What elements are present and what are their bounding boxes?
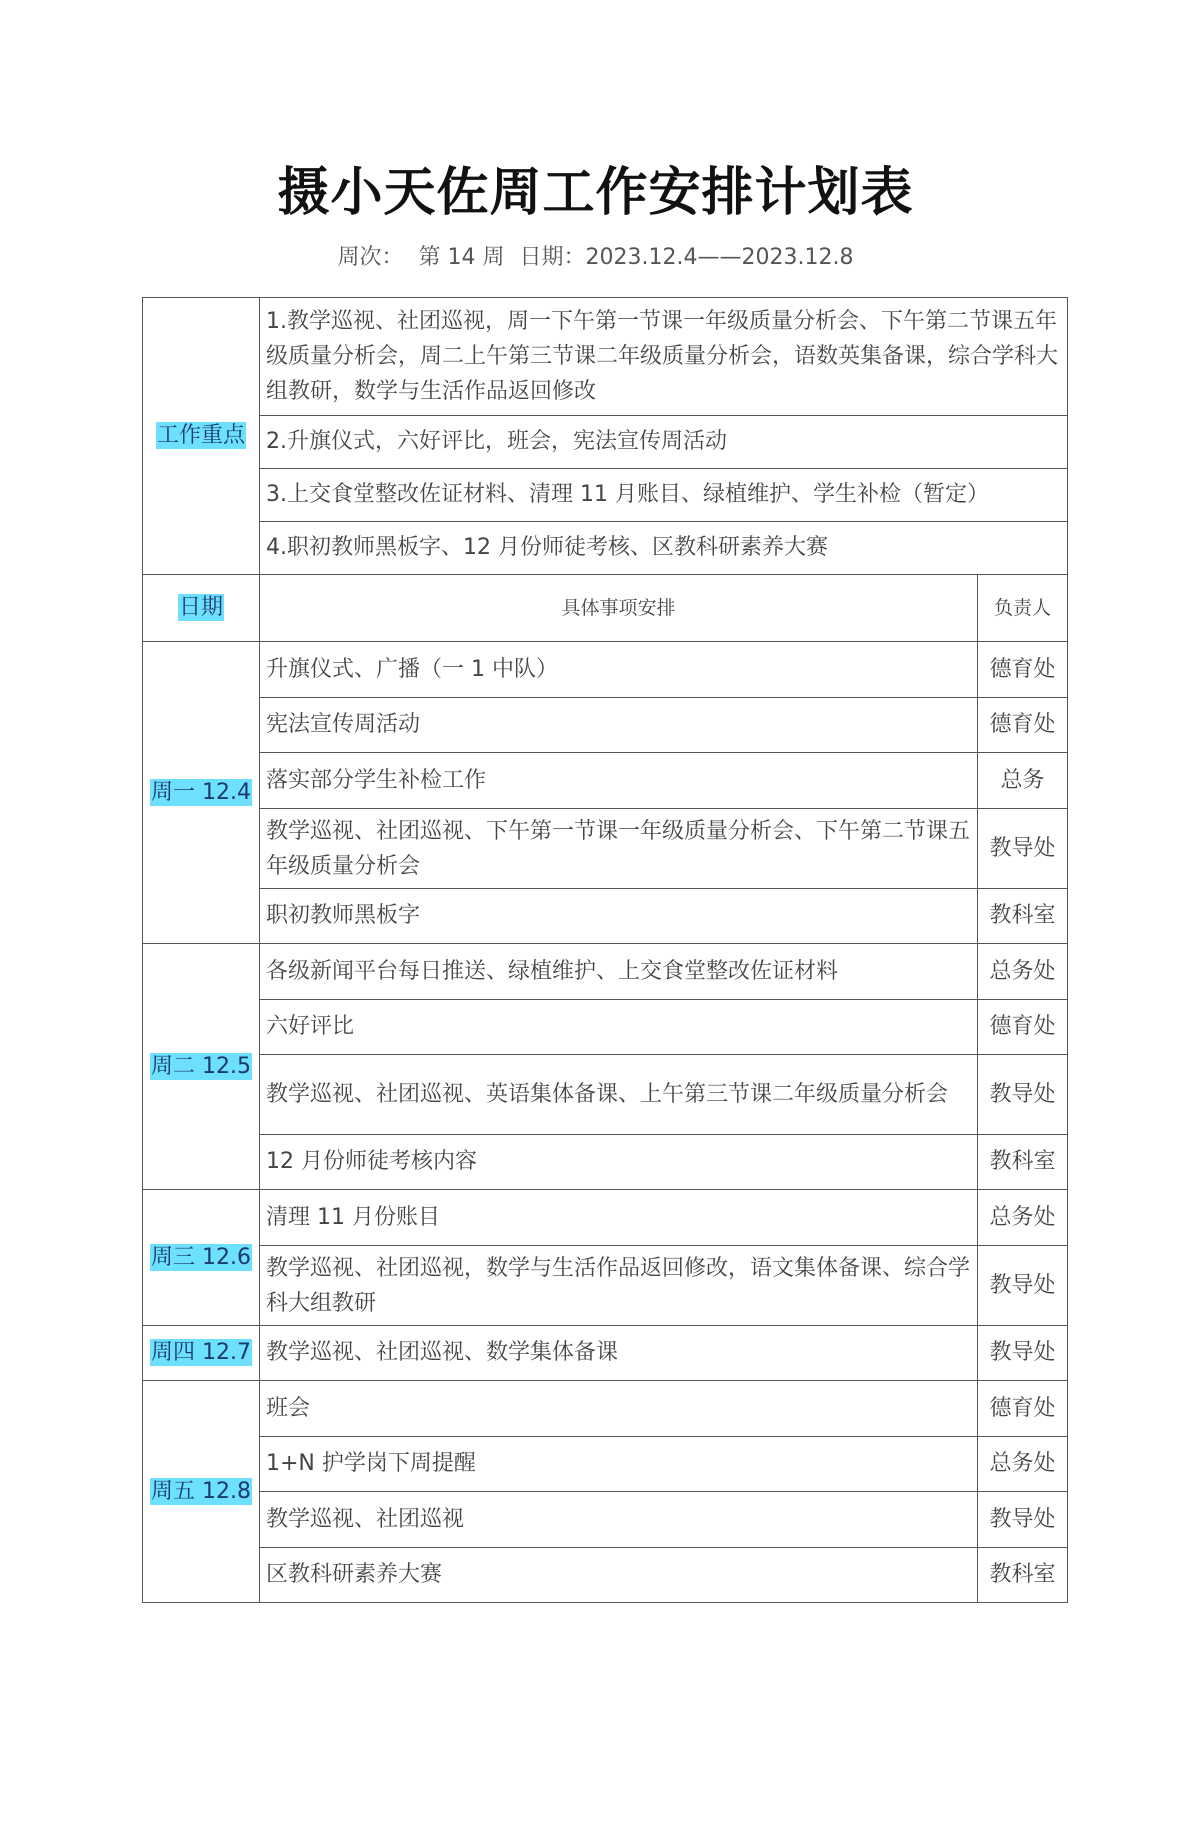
task-cell: 班会 — [260, 1381, 978, 1437]
task-cell: 职初教师黑板字 — [260, 889, 978, 944]
week-label: 周次： — [337, 245, 404, 270]
focus-item: 2.升旗仪式，六好评比，班会，宪法宣传周活动 — [260, 416, 1068, 469]
day-label-cell — [143, 1326, 260, 1381]
header-date: 日期 — [178, 595, 223, 620]
day-label: 周五 12.8 — [151, 1478, 251, 1504]
header-content: 具体事项安排 — [260, 575, 978, 642]
owner-cell: 教科室 — [978, 1135, 1068, 1190]
owner-cell: 德育处 — [978, 698, 1068, 753]
task-cell: 落实部分学生补检工作 — [260, 753, 978, 809]
owner-cell: 教导处 — [978, 1492, 1068, 1548]
owner-cell: 教导处 — [978, 1055, 1068, 1135]
owner-cell: 德育处 — [978, 1381, 1068, 1437]
task-cell: 区教科研素养大赛 — [260, 1548, 978, 1603]
day-label: 周一 12.4 — [151, 779, 251, 805]
day-label: 周二 12.5 — [151, 1053, 251, 1079]
task-cell: 教学巡视、社团巡视、数学集体备课 — [260, 1326, 978, 1381]
focus-item: 1.教学巡视、社团巡视，周一下午第一节课一年级质量分析会、下午第二节课五年级质量分析会，周二上午第三节课二年级质量分析会，语数英集备课，综合学科大组教研，数学与生活作品返回修改 — [260, 298, 1068, 416]
task-cell: 12 月份师徒考核内容 — [260, 1135, 978, 1190]
header-date-cell — [143, 575, 260, 642]
task-cell: 教学巡视、社团巡视 — [260, 1492, 978, 1548]
owner-cell: 教科室 — [978, 889, 1068, 944]
task-cell: 宪法宣传周活动 — [260, 698, 978, 753]
day-label-cell — [143, 1190, 260, 1326]
day-label: 周三 12.6 — [151, 1244, 251, 1270]
task-cell: 教学巡视、社团巡视，数学与生活作品返回修改，语文集体备课、综合学科大组教研 — [260, 1246, 978, 1326]
task-cell: 各级新闻平台每日推送、绿植维护、上交食堂整改佐证材料 — [260, 944, 978, 1000]
header-owner: 负责人 — [978, 575, 1068, 642]
owner-cell: 德育处 — [978, 642, 1068, 698]
owner-cell: 总务处 — [978, 1190, 1068, 1246]
task-cell: 升旗仪式、广播（一 1 中队） — [260, 642, 978, 698]
focus-item: 4.职初教师黑板字、12 月份师徒考核、区教科研素养大赛 — [260, 522, 1068, 575]
day-label-cell — [143, 944, 260, 1190]
task-cell: 六好评比 — [260, 1000, 978, 1055]
schedule-table — [142, 297, 1068, 1603]
owner-cell: 教导处 — [978, 1326, 1068, 1381]
day-label-cell — [143, 1381, 260, 1603]
owner-cell: 教导处 — [978, 1246, 1068, 1326]
task-cell: 清理 11 月份账目 — [260, 1190, 978, 1246]
focus-label: 工作重点 — [156, 423, 245, 448]
subtitle — [0, 240, 1191, 271]
owner-cell: 教导处 — [978, 809, 1068, 889]
owner-cell: 总务处 — [978, 1437, 1068, 1492]
day-label-cell — [143, 642, 260, 944]
owner-cell: 德育处 — [978, 1000, 1068, 1055]
task-cell: 教学巡视、社团巡视、下午第一节课一年级质量分析会、下午第二节课五年级质量分析会 — [260, 809, 978, 889]
page-title: 摄小天佐周工作安排计划表 — [277, 163, 914, 223]
focus-label-cell — [143, 298, 260, 575]
task-cell: 1+N 护学岗下周提醒 — [260, 1437, 978, 1492]
owner-cell: 总务处 — [978, 944, 1068, 1000]
task-cell: 教学巡视、社团巡视、英语集体备课、上午第三节课二年级质量分析会 — [260, 1055, 978, 1135]
focus-item: 3.上交食堂整改佐证材料、清理 11 月账目、绿植维护、学生补检（暂定） — [260, 469, 1068, 522]
owner-cell: 教科室 — [978, 1548, 1068, 1603]
day-label: 周四 12.7 — [151, 1340, 251, 1365]
owner-cell: 总务 — [978, 753, 1068, 809]
week-value: 第 14 周 — [418, 245, 505, 270]
date-range: 日期：2023.12.4——2023.12.8 — [519, 245, 854, 270]
